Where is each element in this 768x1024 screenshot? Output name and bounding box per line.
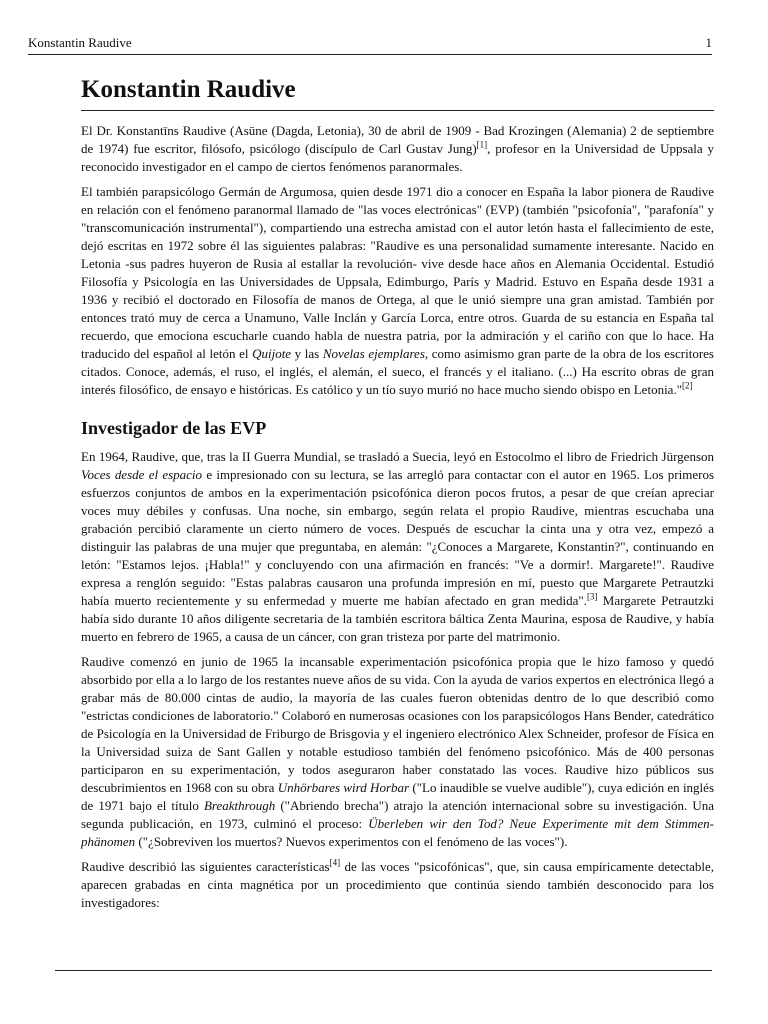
text: e impresionado con su lectura, se las arregló para contactar con el autor en 1965. Los primeros esfuerzos conjuntos de ambos en la experimentación psicofónica dieron pocos frutos, a pesar de que creían apreciar voces muy débiles y confusas. Una noche, sin embargo, según relata el propio Raudive, mientras escuchaba una grabación percibió claramente un cierto número de voces. Después de escuchar la cinta una y otra vez, empezó a distinguir las palabras de una mujer que preguntaba, en alemán: "¿Conoces a Margarete, Konstantin?", continuando en letón: "Estamos lejos. ¡Habla!" y concluyendo con una afirmación en francés: "Ve a dormir!. Margarete!". Raudive expresa a renglón seguido: "Estas palabras causaron una profunda impresión en mí, puesto que Margarete Petrautzki había muerto recientemente y su enfermedad y muerte me habían afectado en gran medida". <box>81 467 715 608</box>
text: , como asimismo gran parte de la obra de los escritores citados. Conoce, además, el ruso, el inglés, el alemán, el sueco, el francés y el italiano. (...) Ha escrito obras de gran interés filosófico, de ensayo e históricas. Es católico y un tío suyo murió no hace mucho siendo obispo en Letonia." <box>81 346 714 397</box>
italic-title-unhorbares: Unhörbares wird Horbar <box>277 780 410 795</box>
section-paragraph-2 <box>81 653 714 851</box>
text: Raudive describió las siguientes características <box>81 859 330 874</box>
italic-title-voces: Voces desde el espacio <box>81 467 203 482</box>
page-title: Konstantin Raudive <box>81 74 714 111</box>
text: Margarete Petrautzki había sido durante 10 años diligente secretaria de la también escritora báltica Zenta Maurina, esposa de Raudive, y había muerto en febrero de 1965, a causa de un cáncer, con gran tristeza por parte del matrimonio. <box>81 593 714 644</box>
text: ("¿Sobreviven los muertos? Nuevos experimentos con el fenómeno de las voces"). <box>135 834 568 849</box>
text: Raudive comenzó en junio de 1965 la incansable experimentación psicofónica propia que le hizo famoso y quedó absorbido por ella a lo largo de los restantes nueve años de su vida. Con la ayuda de varios expertos en electrónica llegó a grabar más de 80.000 cintas de audio, la mayoría de las cuales fueron obtenidas dentro de lo que describió como "estrictas condiciones de laboratorio." Colaboró en numerosas ocasiones con los parapsicólogos Hans Bender, catedrático de Psicología en la Universidad de Friburgo de Brisgovia y el ingeniero electrónico Alex Schneider, profesor de Física en la Universidad suiza de Sant Gallen y notable estudioso también del fenómeno psicofónico. Más de 400 personas participaron en su experimentación, y todos aseguraron haber constatado las voces. Raudive hizo públicos sus descubrimientos en 1968 con su obra <box>81 654 714 795</box>
reference-3-link[interactable]: [3] <box>586 591 598 602</box>
italic-title-novelas: Novelas ejemplares <box>322 346 425 361</box>
text: y las <box>291 346 323 361</box>
section-paragraph-1 <box>81 448 714 646</box>
text: El también parapsicólogo Germán de Argumosa, quien desde 1971 dio a conocer en España la labor pionera de Raudive en relación con el fenómeno paranormal llamado de "las voces electrónicas" (EVP) (también "psicofonía", "parafonía" y "transcomunicación instrumental"), compartiendo una estrecha amistad con el autor letón hasta el fallecimiento de este, dejó escritas en 1972 sobre él las siguientes palabras: "Raudive es una personalidad sumamente interesante. Nacido en Letonia -sus padres huyeron de Rusia al estallar la revolución- vive desde hace años en Alemania Occidental. Estudió Filosofía y Psicología en las Universidades de Uppsala, Edimburgo, París y Madrid. Estuvo en España desde 1931 a 1936 y recibió el doctorado en Filosofía de manos de Ortega, al que le unió siempre una gran amistad. También por entonces trató muy de cerca a Unamuno, Valle Inclán y García Lorca, entre otros. Guarda de su estancia en España tal recuerdo, que emociona escucharle cuando habla de nuestra patria, por la admiración y el cariño con que lo hace. Ha traducido del español al letón el <box>81 184 714 361</box>
running-header <box>28 34 712 55</box>
text: ("Lo inaudible se vuelve audible"), cuya edición en inglés de 1971 bajo el título <box>81 780 715 813</box>
italic-title-breakthrough: Breakthrough <box>203 798 276 813</box>
text: El Dr. Konstantīns Raudive (Asūne (Dagda, Letonia), 30 de abril de 1909 - Bad Krozingen (Alemania) 2 de septiembre de 1974) fue escritor, filósofo, psicólogo (discípulo de Carl Gustav Jung) <box>81 123 714 156</box>
reference-2-link[interactable]: [2] <box>682 380 693 391</box>
reference-1-link[interactable]: [1] <box>476 139 488 150</box>
section-heading: Investigador de las EVP <box>81 418 267 438</box>
italic-title-uberleben: Überleben wir den Tod? Neue Experimente mit dem Stimmen-phänomen <box>81 816 715 849</box>
reference-4-link[interactable]: [4] <box>329 857 341 868</box>
section-paragraph-3 <box>81 858 714 912</box>
text: ("Abriendo brecha") atrajo la atención internacional sobre su investigación. Una segunda publicación, en 1973, culminó el proceso: <box>81 798 714 831</box>
text: de las voces "psicofónicas", que, sin causa empíricamente detectable, aparecen grabadas en cinta magnética por un procedimiento que continúa siendo también desconocido para los investigadores: <box>81 859 714 910</box>
running-header-title: Konstantin Raudive <box>28 35 132 50</box>
article-body <box>81 122 714 919</box>
text: En 1964, Raudive, que, tras la II Guerra Mundial, se trasladó a Suecia, leyó en Estocolmo el libro de Friedrich Jürgenson <box>81 449 714 464</box>
intro-paragraph-1 <box>81 122 714 176</box>
intro-paragraph-2 <box>81 183 714 399</box>
italic-title-quijote: Quijote <box>252 346 292 361</box>
footer-rule <box>55 970 712 971</box>
page-number: 1 <box>705 35 712 50</box>
text: , profesor en la Universidad de Uppsala y reconocido investigador en el campo de ciertos fenómenos paranormales. <box>81 141 714 174</box>
